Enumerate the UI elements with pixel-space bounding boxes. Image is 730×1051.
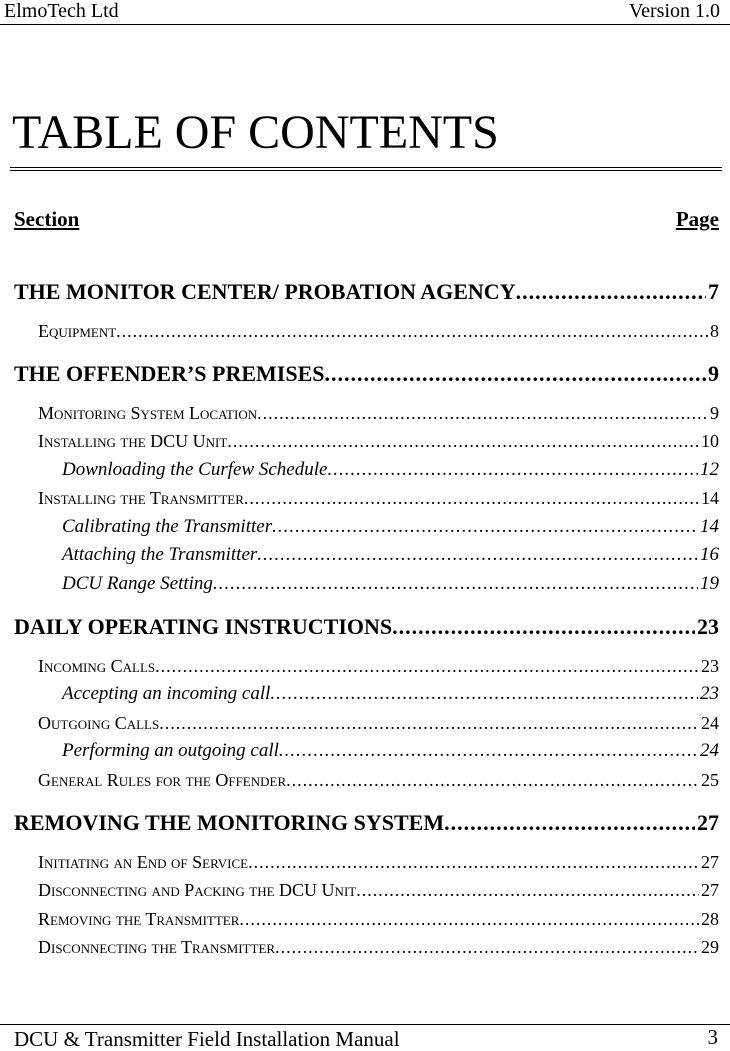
toc-entry-page: 8 [710, 321, 719, 341]
toc-leader-dots [272, 515, 698, 539]
toc-entry-label: Attaching the Transmitter [62, 544, 258, 565]
toc-entry-label: Incoming Calls [38, 656, 156, 676]
toc-entry[interactable] [38, 319, 719, 343]
header-version: Version 1.0 [628, 0, 720, 22]
toc-entry-label: Equipment [38, 321, 117, 341]
toc-entry[interactable] [62, 515, 719, 539]
toc-leader-dots [286, 768, 699, 792]
toc-entry-page: 27 [701, 852, 719, 872]
toc-entry-label: General Rules for the Offender [38, 770, 287, 790]
toc-entry-page: 23 [700, 683, 719, 704]
toc-leader-dots [159, 711, 699, 735]
toc-entry-label: THE OFFENDER’S PREMISES [14, 361, 325, 386]
toc-entry-page: 24 [700, 740, 719, 761]
toc-entry[interactable] [38, 768, 719, 792]
toc-entry[interactable] [62, 739, 719, 763]
toc-entry-page: 25 [701, 770, 719, 790]
toc-leader-dots [116, 319, 708, 343]
toc-entry-label: Calibrating the Transmitter [62, 516, 273, 537]
toc-leader-dots [327, 458, 698, 482]
toc-entry[interactable] [38, 429, 719, 453]
toc-entry[interactable] [14, 360, 719, 388]
toc-entry-page: 9 [708, 361, 719, 386]
toc-entry[interactable] [38, 935, 719, 959]
toc-entry[interactable] [38, 486, 719, 510]
toc-entry-label: REMOVING THE MONITORING SYSTEM [14, 810, 445, 835]
page-title: TABLE OF CONTENTS [12, 106, 499, 159]
toc-entry-label: Initiating an End of Service [38, 852, 249, 872]
toc-leader-dots [270, 682, 698, 706]
toc-leader-dots [444, 809, 695, 837]
toc-entry-label: Installing the Transmitter [38, 488, 244, 508]
toc-leader-dots [516, 278, 706, 306]
toc-entry-page: 27 [697, 810, 719, 835]
toc-leader-dots [325, 360, 707, 388]
toc-leader-dots [392, 613, 695, 641]
toc-entry-label: Accepting an incoming call [62, 683, 271, 704]
toc-entry-label: Disconnecting the Transmitter [38, 937, 276, 957]
toc-entry-page: 23 [701, 656, 719, 676]
toc-entry-page: 7 [708, 279, 719, 304]
toc-entry-page: 14 [700, 516, 719, 537]
toc-entry[interactable] [38, 654, 719, 678]
footer-manual-title: DCU & Transmitter Field Installation Manual [14, 1027, 400, 1051]
toc-entry[interactable] [62, 543, 719, 567]
toc-entry-page: 16 [700, 544, 719, 565]
toc-entry[interactable] [14, 809, 719, 837]
toc-entry-label: Performing an outgoing call [62, 740, 279, 761]
section-column-heading: Section [14, 207, 80, 231]
toc-leader-dots [239, 907, 699, 931]
toc-entry-label: Installing the DCU Unit [38, 431, 228, 451]
toc-entry-label: Outgoing Calls [38, 713, 160, 733]
toc-entry[interactable] [14, 278, 719, 306]
toc-leader-dots [248, 850, 699, 874]
toc-entry-label: Removing the Transmitter [38, 909, 240, 929]
toc-entry-page: 28 [701, 909, 719, 929]
toc-leader-dots [356, 878, 699, 902]
toc-entry-page: 10 [701, 431, 719, 451]
toc-entry[interactable] [38, 711, 719, 735]
toc-leader-dots [227, 429, 699, 453]
toc-entry-label: Downloading the Curfew Schedule [62, 459, 328, 480]
toc-entry[interactable] [62, 458, 719, 482]
toc-leader-dots [257, 543, 698, 567]
page-column-heading: Page [675, 207, 719, 231]
toc-entry-label: Monitoring System Location [38, 403, 258, 423]
toc-entry[interactable] [14, 613, 719, 641]
toc-leader-dots [279, 739, 698, 763]
toc-entry-page: 12 [700, 459, 719, 480]
header-company: ElmoTech Ltd [4, 0, 119, 22]
toc-entry-label: DAILY OPERATING INSTRUCTIONS [14, 614, 393, 639]
toc-entry-label: DCU Range Setting [62, 573, 213, 594]
toc-entry-page: 29 [701, 937, 719, 957]
footer-page-number: 3 [707, 1025, 718, 1049]
toc-leader-dots [155, 654, 699, 678]
toc-entry-label: Disconnecting and Packing the DCU Unit [38, 880, 357, 900]
toc-leader-dots [275, 935, 699, 959]
toc-entry[interactable] [38, 878, 719, 902]
toc-entry-page: 9 [710, 403, 719, 423]
toc-entry[interactable] [38, 401, 719, 425]
toc-leader-dots [213, 572, 698, 596]
toc-entry-page: 14 [701, 488, 719, 508]
page-footer [0, 1024, 730, 1050]
toc-entry-page: 24 [701, 713, 719, 733]
toc-entry[interactable] [38, 907, 719, 931]
toc-entry-page: 23 [697, 614, 719, 639]
toc-entry[interactable] [62, 572, 719, 596]
toc-entry-label: THE MONITOR CENTER/ PROBATION AGENCY [14, 279, 516, 304]
toc-leader-dots [257, 401, 708, 425]
toc-entry[interactable] [38, 850, 719, 874]
toc-entry[interactable] [62, 682, 719, 706]
toc-leader-dots [244, 486, 699, 510]
toc-entry-page: 27 [701, 880, 719, 900]
toc-entry-page: 19 [700, 573, 719, 594]
